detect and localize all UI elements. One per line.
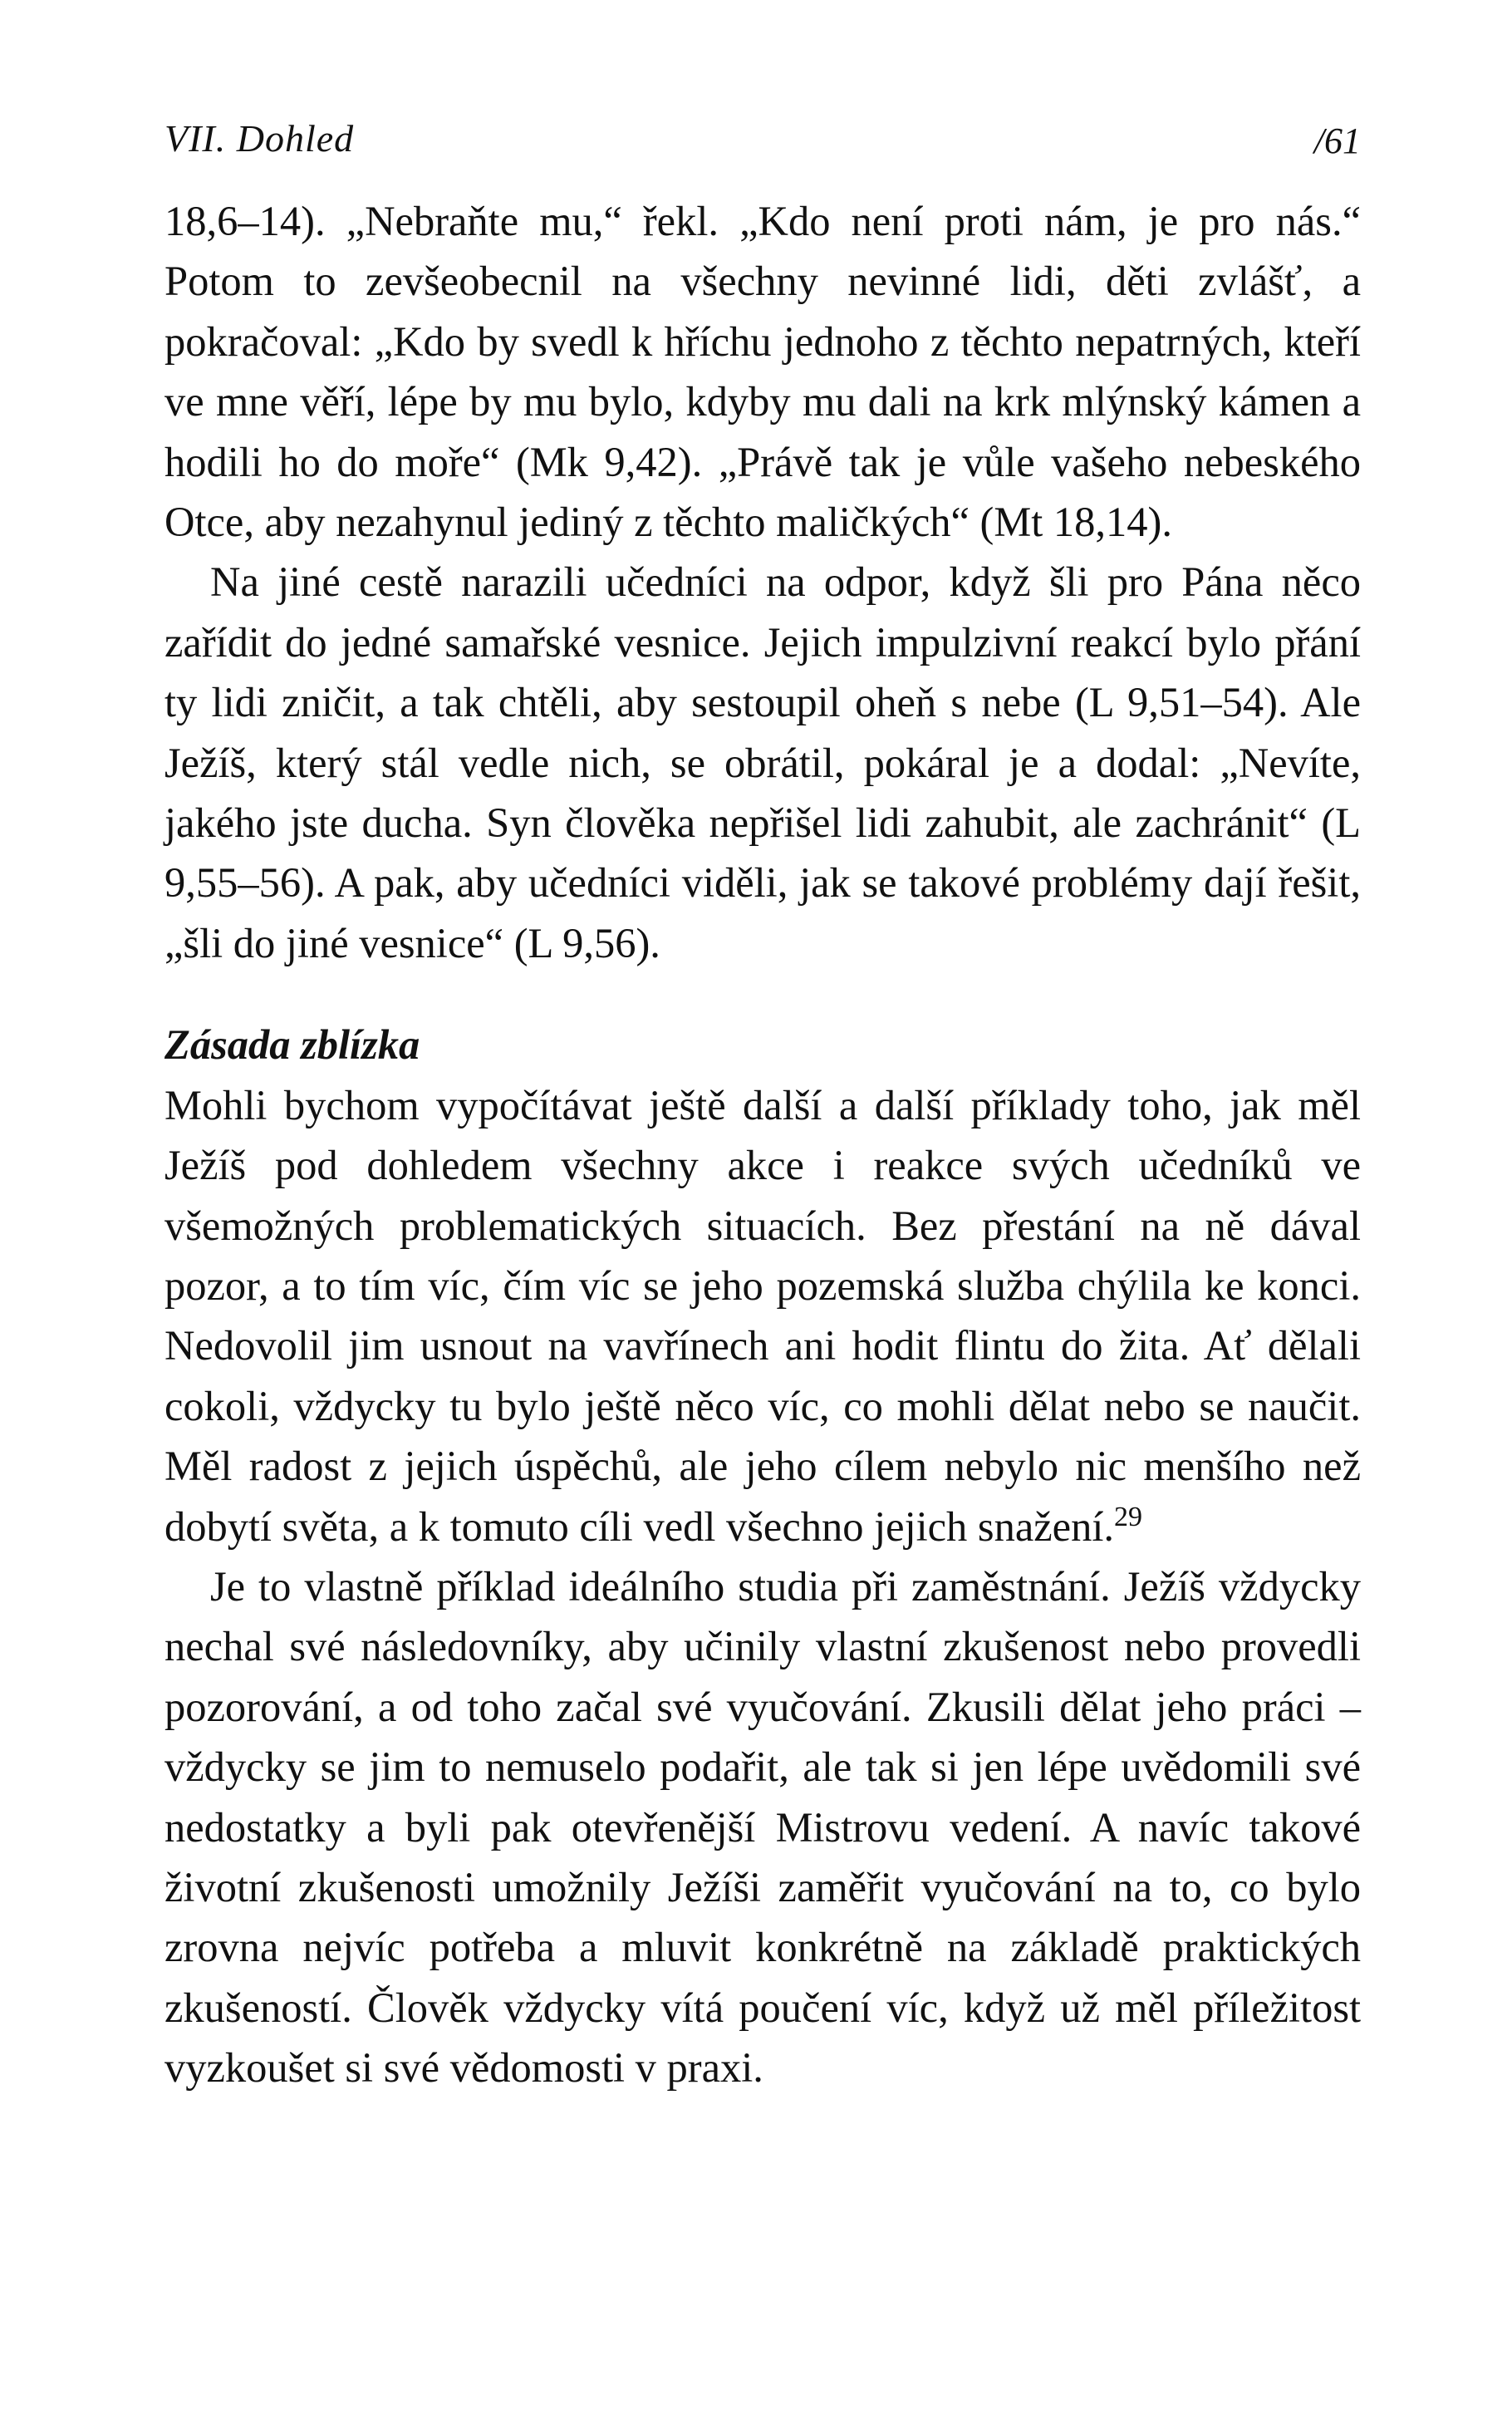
page-number: /61 bbox=[1313, 120, 1361, 161]
running-head: VII. Dohled bbox=[164, 117, 355, 160]
paragraph-3 bbox=[164, 1075, 1361, 1556]
body-text bbox=[164, 191, 1361, 2098]
page-header bbox=[164, 116, 1361, 175]
paragraph-2: Na jiné cestě narazili učedníci na odpor, když šli pro Pána něco zařídit do jedné samařské vesnice. Jejich impulzivní reakcí bylo přání ty lidi zničit, a tak chtěli, aby sestoupil oheň s nebe (L 9,51–54). Ale Ježíš, který stál vedle nich, se obrátil, pokáral je a dodal: „Nevíte, jakého jste ducha. Syn člověka nepřišel lidi zahubit, ale zachránit“ (L 9,55–56). A pak, aby učedníci viděli, jak se takové problémy dají řešit, „šli do jiné vesnice“ (L 9,56). bbox=[164, 558, 1361, 966]
paragraph-3-text: Mohli bychom vypočítávat ještě další a další příklady toho, jak měl Ježíš pod dohledem všechny akce i reakce svých učedníků ve všemožných problematických situacích. Bez přestání na ně dával pozor, a to tím víc, čím víc se jeho pozemská služba chýlila ke konci. Nedovolil jim usnout na vavřínech ani hodit flintu do žita. Ať dělali cokoli, vždycky tu bylo ještě něco víc, co mohli dělat nebo se naučit. Měl radost z jejich úspěchů, ale jeho cílem nebylo nic menšího než dobytí světa, a k tomuto cíli vedl všechno jejich snažení. bbox=[164, 1081, 1361, 1550]
section-heading: Zásada zblízka bbox=[164, 1021, 420, 1069]
paragraph-1: 18,6–14). „Nebraňte mu,“ řekl. „Kdo není proti nám, je pro nás.“ Potom to zevšeobecnil na všechny nevinné lidi, děti zvlášť, a pokračoval: „Kdo by svedl k hříchu jednoho z těchto nepatrných, kteří ve mne věří, lépe by mu bylo, kdyby mu dali na krk mlýnský kámen a hodili ho do moře“ (Mk 9,42). „Právě tak je vůle vašeho nebeského Otce, aby nezahynul jediný z těchto maličkých“ (Mt 18,14). bbox=[164, 198, 1361, 546]
footnote-reference[interactable]: 29 bbox=[1113, 1501, 1142, 1532]
paragraph-4: Je to vlastně příklad ideálního studia při zaměstnání. Ježíš vždycky nechal své následovníky, aby učinily vlastní zkušenost nebo provedli pozorování, a od toho začal své vyučování. Zkusili dělat jeho práci – vždycky se jim to nemuselo podařit, ale tak si jen lépe uvědomili své nedostatky a byli pak otevřenější Mistrovu vedení. A navíc takové životní zkušenosti umožnily Ježíši zaměřit vyučování na to, co bylo zrovna nejvíc potřeba a mluvit konkrétně na základě praktických zkušeností. Člověk vždycky vítá poučení víc, když už měl příležitost vyzkoušet si své vědomosti v praxi. bbox=[164, 1562, 1361, 2092]
